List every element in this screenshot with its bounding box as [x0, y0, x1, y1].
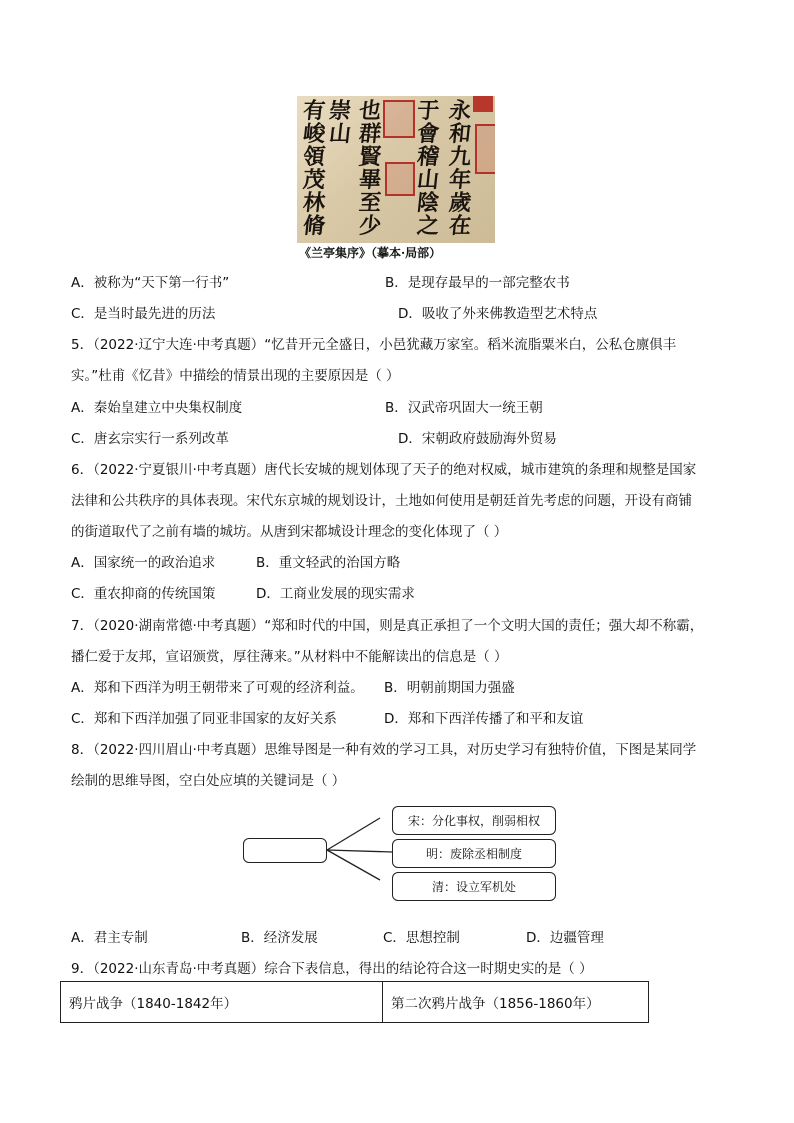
q6-stem-line: 的街道取代了之前有墙的城坊。从唐到宋都城设计理念的变化体现了（ ） [71, 524, 508, 540]
q8-option-b[interactable]: B．经济发展 [241, 930, 318, 946]
q7-option-c[interactable]: C．郑和下西洋加强了同亚非国家的友好关系 [71, 711, 337, 727]
q6-stem-line: 6．（2022·宁夏银川·中考真题）唐代长安城的规划体现了天子的绝对权威，城市建筑的条理和规整是国家 [71, 462, 697, 478]
mindmap-branch-song: 宋：分化事权，削弱相权 [392, 806, 556, 835]
calligraphy-column: 于 會 稽 山 陰 之 [415, 98, 441, 239]
q6-option-a[interactable]: A．国家统一的政治追求 [71, 555, 216, 571]
mindmap-blank-box[interactable] [243, 838, 327, 863]
q7-option-a[interactable]: A．郑和下西洋为明王朝带来了可观的经济利益。 [71, 680, 364, 696]
q5-option-d[interactable]: D．宋朝政府鼓励海外贸易 [398, 431, 557, 447]
q8-option-c[interactable]: C．思想控制 [383, 930, 460, 946]
q4-option-a[interactable]: A．被称为“天下第一行书” [71, 275, 230, 291]
q5-stem-line: 5．（2022·辽宁大连·中考真题）“忆昔开元全盛日，小邑犹藏万家室。稻米流脂粟米白，公私仓廪俱丰 [71, 337, 677, 353]
q6-option-d[interactable]: D．工商业发展的现实需求 [256, 586, 415, 602]
q6-option-b[interactable]: B．重文轻武的治国方略 [256, 555, 401, 571]
q4-option-c[interactable]: C．是当时最先进的历法 [71, 306, 216, 322]
q8-option-a[interactable]: A．君主专制 [71, 930, 148, 946]
q7-option-b[interactable]: B．明朝前期国力强盛 [384, 680, 515, 696]
q6-stem-line: 法律和公共秩序的具体表现。宋代东京城的规划设计，土地如何使用是朝廷首先考虑的问题，开设有商铺 [71, 493, 692, 509]
q5-stem-line: 实。”杜甫《忆昔》中描绘的情景出现的主要原因是（ ） [71, 368, 400, 384]
q7-stem-line: 播仁爱于友邦，宣诏颁赏，厚往薄来。”从材料中不能解读出的信息是（ ） [71, 649, 508, 665]
q5-option-b[interactable]: B．汉武帝巩固大一统王朝 [385, 400, 543, 416]
calligraphy-column: 永 和 九 年 歲 在 [447, 98, 473, 239]
mindmap-branch-ming: 明：废除丞相制度 [392, 839, 556, 868]
q9-stem-line: 9．（2022·山东青岛·中考真题）综合下表信息，得出的结论符合这一时期史实的是（ ） [71, 961, 593, 977]
table-row [61, 982, 649, 1023]
q8-stem-line: 绘制的思维导图，空白处应填的关键词是（ ） [71, 773, 346, 789]
q5-option-a[interactable]: A．秦始皇建立中央集权制度 [71, 400, 243, 416]
q7-stem-line: 7．（2020·湖南常德·中考真题）“郑和时代的中国，则是真正承担了一个文明大国的责任；强大却不称霸， [71, 618, 704, 634]
mindmap-branch-qing: 清：设立军机处 [392, 872, 556, 901]
q6-option-c[interactable]: C．重农抑商的传统国策 [71, 586, 216, 602]
table-cell-second-opium-war: 第二次鸦片战争（1856-1860年） [383, 982, 649, 1023]
figure-caption: 《兰亭集序》（摹本·局部） [299, 246, 442, 260]
q4-option-b[interactable]: B．是现存最早的一部完整农书 [385, 275, 570, 291]
calligraphy-column: 崇 山 [327, 98, 353, 147]
q8-option-d[interactable]: D．边疆管理 [526, 930, 604, 946]
q7-option-d[interactable]: D．郑和下西洋传播了和平和友谊 [384, 711, 584, 727]
calligraphy-column: 有 峻 領 茂 林 脩 [301, 98, 327, 239]
calligraphy-column: 也 群 賢 畢 至 少 [357, 98, 383, 239]
q5-option-c[interactable]: C．唐玄宗实行一系列改革 [71, 431, 229, 447]
q4-option-d[interactable]: D．吸收了外来佛教造型艺术特点 [398, 306, 598, 322]
table-cell-opium-war: 鸦片战争（1840-1842年） [61, 982, 383, 1023]
q8-stem-line: 8．（2022·四川眉山·中考真题）思维导图是一种有效的学习工具，对历史学习有独特价值，下图是某同学 [71, 742, 697, 758]
q9-table [60, 981, 649, 1023]
